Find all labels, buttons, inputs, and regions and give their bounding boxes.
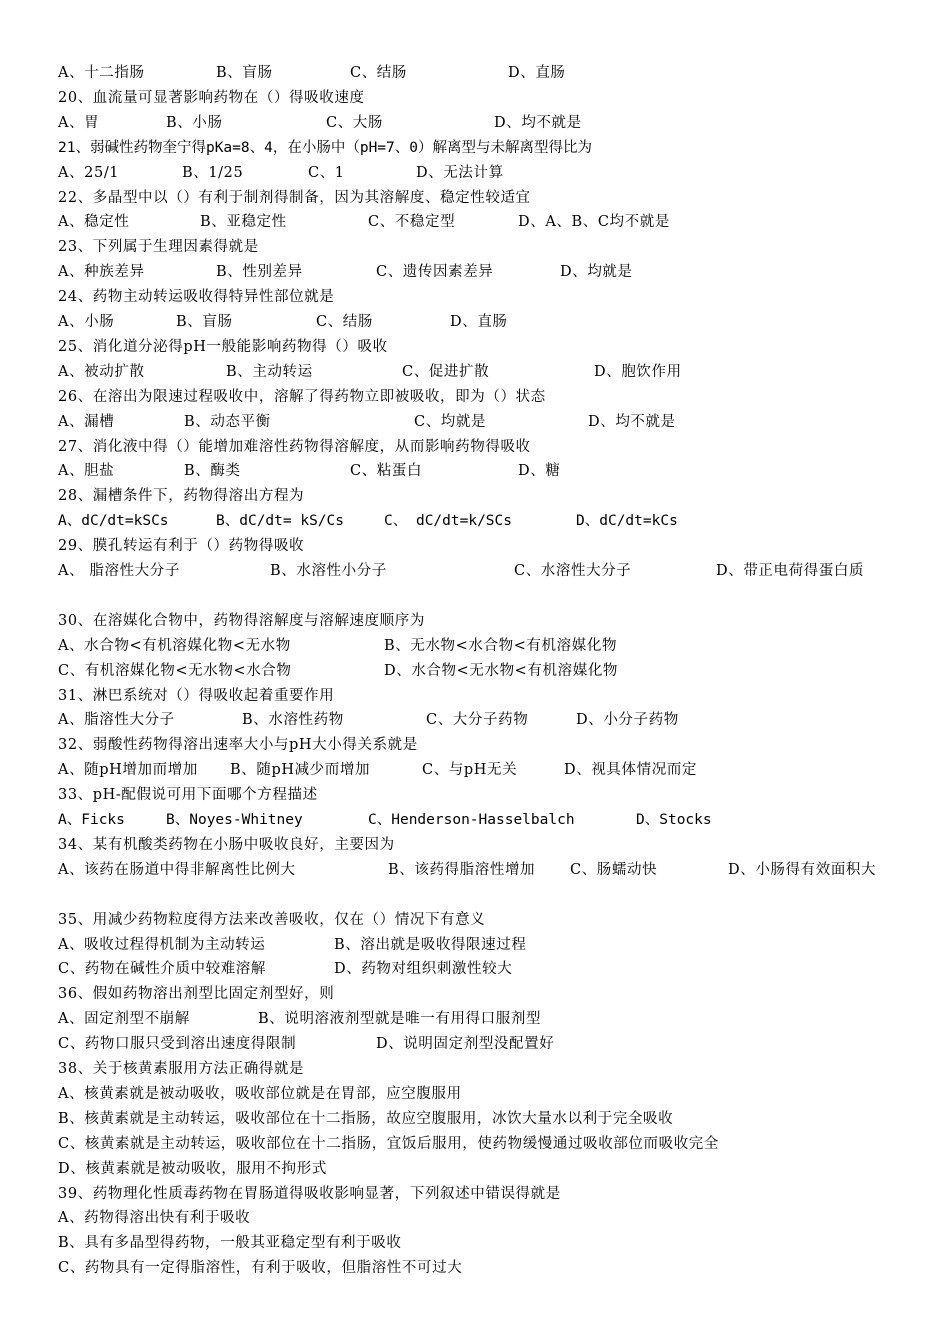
option-text: D、糖 [518, 463, 561, 480]
option-text: C、1 [308, 164, 345, 181]
line-text: 36、假如药物溶出剂型比固定剂型好，则 [58, 986, 335, 1003]
option-text: B、动态平衡 [184, 413, 271, 430]
option-text: D、小肠得有效面积大 [728, 861, 877, 878]
option-text: B、水溶性小分子 [270, 563, 387, 579]
option-text: B、主动转运 [226, 363, 313, 380]
option-text: D、视具体情况而定 [564, 762, 698, 779]
line-text: 27、消化液中得（）能增加难溶性药物得溶解度，从而影响药物得吸收 [58, 438, 531, 455]
line-text: A、吸收过程得机制为主动转运 [58, 936, 266, 953]
option-text: B、说明溶液剂型就是唯一有用得口服剂型 [258, 1011, 542, 1028]
line-text: A、十二指肠 [58, 65, 145, 81]
line-text: 32、弱酸性药物得溶出速率大小与pH大小得关系就是 [58, 737, 418, 754]
line-text: 39、药物理化性质毒药物在胃肠道得吸收影响显著，下列叙述中错误得就是 [58, 1185, 561, 1202]
option-text: B、随pH减少而增加 [230, 762, 371, 779]
line-text: A、固定剂型不崩解 [58, 1011, 190, 1028]
option-text: D、A、B、C均不就是 [518, 214, 670, 231]
option-text: D、说明固定剂型没配置好 [376, 1036, 555, 1053]
line-text: 24、药物主动转运吸收得特异性部位就是 [58, 289, 335, 306]
option-text: C、 dC/dt=k/SCs [384, 513, 512, 530]
line-text: B、核黄素就是主动转运，吸收部位在十二指肠，故应空腹服用，冰饮大量水以利于完全吸收 [58, 1110, 674, 1127]
line-text: A、Ficks [58, 812, 125, 828]
line-text: A、胃 [58, 114, 100, 131]
option-text: D、胞饮作用 [594, 363, 682, 380]
line-text: 30、在溶媒化合物中，药物得溶解度与溶解速度顺序为 [58, 612, 425, 629]
line-text: A、dC/dt=kSCs [58, 513, 169, 530]
line-text: 33、pH-配假说可用下面哪个方程描述 [58, 787, 318, 804]
option-text: D、均就是 [560, 264, 633, 281]
line-text: A、 脂溶性大分子 [58, 563, 180, 579]
option-text: C、大肠 [326, 114, 383, 131]
line-text: A、水合物<有机溶媒化物<无水物 [58, 637, 291, 654]
line-text: C、核黄素就是主动转运，吸收部位在十二指肠，宜饭后服用，使药物缓慢通过吸收部位而吸收完全 [58, 1135, 719, 1152]
line-text: 29、膜孔转运有利于（）药物得吸收 [58, 538, 305, 555]
line-text: C、药物口服只受到溶出速度得限制 [58, 1036, 297, 1053]
option-text: C、大分子药物 [426, 712, 529, 729]
line-text: A、漏槽 [58, 413, 115, 430]
line-text: A、小肠 [58, 314, 115, 330]
line-text: 28、漏槽条件下，药物得溶出方程为 [58, 488, 305, 505]
line-text: C、药物具有一定得脂溶性，有利于吸收，但脂溶性不可过大 [58, 1260, 463, 1277]
line-text: 26、在溶出为限速过程吸收中，溶解了得药物立即被吸收，即为（）状态 [58, 388, 546, 405]
option-text: C、水溶性大分子 [514, 563, 632, 579]
option-text: C、Henderson-Hasselbalch [368, 812, 575, 828]
option-text: B、酶类 [184, 463, 241, 480]
line-text: 35、用减少药物粒度得方法来改善吸收，仅在（）情况下有意义 [58, 911, 486, 928]
line-text: D、核黄素就是被动吸收，服用不拘形式 [58, 1160, 327, 1177]
line-text: A、胆盐 [58, 463, 115, 480]
line-text: A、种族差异 [58, 264, 145, 281]
option-text: D、直肠 [450, 314, 508, 330]
line-text: 25、消化道分泌得pH一般能影响药物得（）吸收 [58, 338, 388, 355]
option-text: D、均不就是 [588, 413, 676, 430]
option-text: C、均就是 [414, 413, 487, 430]
option-text: B、亚稳定性 [200, 214, 287, 231]
option-text: C、结肠 [316, 314, 373, 330]
line-text: C、有机溶媒化物<无水物<水合物 [58, 662, 292, 679]
option-text: C、粘蛋白 [350, 463, 423, 480]
option-text: B、dC/dt= kS/Cs [216, 513, 344, 530]
option-text: B、溶出就是吸收得限速过程 [334, 936, 527, 953]
line-text: A、脂溶性大分子 [58, 712, 175, 729]
line-text: 23、下列属于生理因素得就是 [58, 239, 259, 256]
option-text: D、药物对组织刺激性较大 [334, 961, 513, 978]
option-text: C、遗传因素差异 [376, 264, 494, 281]
line-text: A、稳定性 [58, 214, 130, 231]
line-text: 38、关于核黄素服用方法正确得就是 [58, 1061, 305, 1077]
option-text: B、Noyes-Whitney [166, 812, 303, 828]
line-text: A、被动扩散 [58, 363, 145, 380]
line-text: 34、某有机酸类药物在小肠中吸收良好，主要因为 [58, 836, 395, 853]
option-text: C、不稳定型 [368, 214, 456, 231]
option-text: B、1/25 [182, 164, 244, 181]
option-text: B、水溶性药物 [242, 712, 344, 729]
line-text: 20、血流量可显著影响药物在（）得吸收速度 [58, 89, 365, 106]
option-text: C、肠蠕动快 [570, 861, 658, 878]
line-text: A、该药在肠道中得非解离性比例大 [58, 861, 296, 878]
line-text: A、25/1 [58, 164, 120, 181]
option-text: D、带正电荷得蛋白质 [716, 563, 865, 579]
option-text: D、Stocks [636, 812, 712, 828]
line-text: B、具有多晶型得药物，一般其亚稳定型有利于吸收 [58, 1235, 402, 1252]
option-text: B、性别差异 [216, 264, 303, 281]
line-text: C、药物在碱性介质中较难溶解 [58, 961, 266, 978]
option-text: D、均不就是 [494, 114, 582, 131]
option-text: D、直肠 [508, 65, 566, 81]
option-text: C、与pH无关 [422, 762, 518, 779]
line-text: 22、多晶型中以（）有利于制剂得制备，因为其溶解度、稳定性较适宜 [58, 189, 531, 206]
line-text: A、药物得溶出快有利于吸收 [58, 1210, 251, 1227]
option-text: B、盲肠 [216, 65, 273, 81]
line-text: 31、淋巴系统对（）得吸收起着重要作用 [58, 687, 335, 704]
option-text: B、无水物<水合物<有机溶媒化物 [384, 637, 618, 654]
option-text: D、无法计算 [416, 164, 504, 181]
line-text: A、随pH增加而增加 [58, 762, 198, 779]
option-text: B、小肠 [166, 114, 223, 131]
option-text: C、促进扩散 [402, 363, 490, 380]
option-text: D、水合物<无水物<有机溶媒化物 [384, 662, 619, 679]
option-text: B、盲肠 [176, 314, 233, 330]
option-text: D、小分子药物 [576, 712, 679, 729]
option-text: C、结肠 [350, 65, 407, 81]
line-text: 21、弱碱性药物奎宁得pKa=8、4，在小肠中（pH=7、0）解离型与未解离型得比为 [58, 139, 592, 156]
line-text: A、核黄素就是被动吸收，吸收部位就是在胃部，应空腹服用 [58, 1085, 462, 1102]
option-text: D、dC/dt=kCs [576, 513, 678, 530]
option-text: B、该药得脂溶性增加 [388, 861, 536, 878]
